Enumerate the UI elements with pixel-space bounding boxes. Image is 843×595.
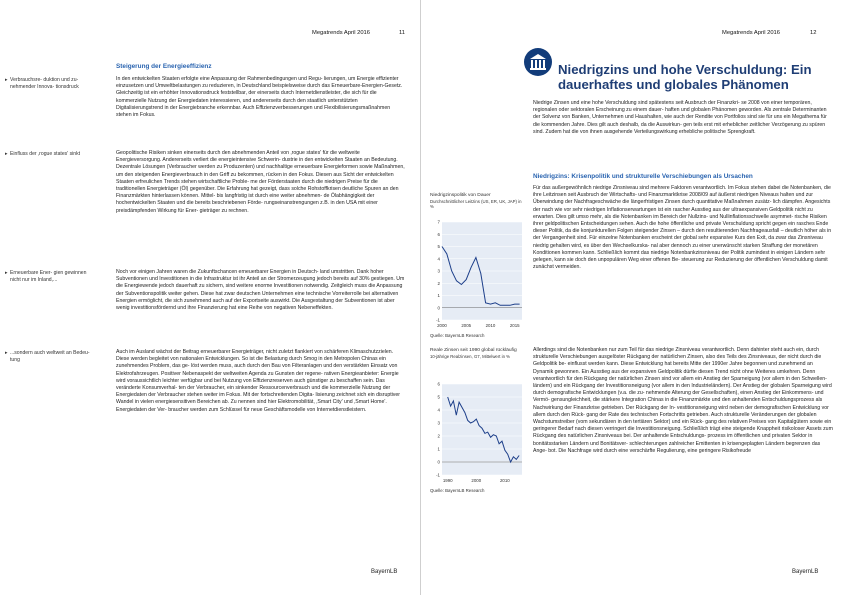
y-tick-label: 0 [437,305,440,311]
y-tick-label: 3 [437,268,440,274]
chart-source: Quelle: BayernLB Research [430,488,485,493]
page-header-title: Megatrends April 2016 [722,30,781,36]
y-tick-label: 4 [437,407,440,413]
section-heading: Niedrigzins: Krisenpolitik und strukturelle Verschiebungen als Ursachen [533,173,753,180]
y-tick-label: 6 [437,231,440,237]
paragraph: In den entwickelten Staaten erfolgte eine Anpassung der Rahmenbedingungen und Regu- lierungen, um Energie effizienter einzusetzen und Umweltbelastungen zu reduzieren, in Deutschland beispielsweise durch das Erneuerbare-Energien-Gesetz. Gleichzeitig ist ein erhöhter Innovationsdruck feststellbar, der einerseits durch Internetdienstleister, die sich für die kommerzielle Nutzung der Energiedaten interessieren, und andererseits durch den staatlich unterstützten Digitalisierungstrend in der Energiebranche erkennbar. Auch Effizienzverbesserungen und Flexibilisierungsmaßnahmen stehen im Fokus. [116,76,403,119]
page-number: 12 [810,30,817,36]
y-tick-label: 6 [437,381,440,387]
y-tick-label: 2 [437,433,440,439]
x-tick-label: 2010 [499,478,510,483]
page-title: Niedrigzins und hohe Verschuldung: Ein dauerhaftes und globales Phänomen [558,62,812,92]
footer-brand: BayernLB [792,569,819,575]
footer-brand: BayernLB [371,569,398,575]
chart-caption: Reale Zinsen seit 1990 global rückläufig 10-jährige Realzinsen, G7, Mittelwert in % [430,348,517,359]
y-tick-label: 1 [437,293,440,298]
paragraph: Allerdings sind die Notenbanken nur zum Teil für das niedrige Zinsniveau verantwortlich. Denn dahinter steht auch ein, durch strukturelle Verschiebungen ausgelöster Rückgang der natürlichen Zinsen, also des Teils des Zinsniveaus, der nicht durch die Geldpolitik be- einflusst werden kann. Diese Entwicklung hat bereits Mitte der 1990er Jahre begonnen und zunehmend an Dynamik gewonnen. Ein Ausstieg aus der expansiven Geldpolitik dürfte diesen Trend nicht ohne Weiteres umkehren. Denn verantwortlich für den Rückgang der natürlichen Zinsen sind vor allem ein Anstieg der Sparneigung (vor allem in den Schwellen- ländern) und ein Rückgang der Investitionsneigung (vor allem in den Industrieländern). Der Anstieg der globalen Sparneigung wird durch demografische Entwicklungen (v.a. die zu- nehmende Alterung der Gesellschaften), einen Anstieg der Einkommens- und Vermö- gensungleichheit, die stärkere Integration Chinas in die Finanzmärkte und den anhaltenden Entschuldungsprozess als Nachwirkung der Finanzkrise getrieben. Der Rückgang der In- vestitionsneigung wird neben der demografischen Entwicklung vor allem durch den Rück- gang der Rate des technischen Fortschritts getrieben. Auch strukturelle Veränderungen der globalen Wachstumstreiber (vom sekundären in den tertiären Sektor) und ein Rück- gang des relativen Preises von Kapitalgütern sowie ein geringerer Bedarf nach diesen verringert die Investitionsneigung. Schließlich trägt eine steigende Knappheit risikoloser Assets zum Rückgang des natürlichen Zinsniveaus bei. Der anhaltende Entschuldungs- prozess im öffentlichen und privaten Sektor in bonitätsstarken Ländern und Bonitätsver- schlechterungen zahlreicher Emittenten in krisengeplagten Ländern begrenzen das Ange- bot. Die Nachfrage wird durch eine verschärfte Regulierung, eine geringere Risikofreude [533,347,833,454]
sidenote: ▸ Verbrauchsre- duktion und zu- nehmender Innova- tionsdruck [5,77,79,90]
paragraph: Noch vor einigen Jahren waren die Zukunftschancen erneuerbarer Energien in Deutsch- land umstritten. Dank hoher Subventionen und Investitionen in die Infrastruktur ist ihr Anteil an der Stromerzeugung jedoch bereits auf 30% gestiegen. Um die Energiewende jedoch dauerhaft zu sichern, sind weitere enorme Investitionen notwendig. Zeitgleich muss die Anpassung der Subventionspolitik weiter gehen. Diese hat zwar deutschen Unternehmen eine technische Vorreiterrolle bei alternativen Energien ermöglicht, die sich zunehmend auch auf der Exportseite auswirkt. Die Ausgestaltung der Subventionen ist aber wenig investitionsfördernd und ihre Finanzierung hat eine Reihe von negativen Nebeneffekten. [116,269,405,312]
x-tick-label: 2010 [485,323,496,328]
y-tick-label: 3 [437,420,440,426]
y-tick-label: 5 [437,244,440,249]
y-tick-label: -1 [436,317,440,323]
chart-caption: Niedrigzinspolitik von Dauer Durchschnittlicher Leitzins (US, ER, UK, JAP) in % [430,193,522,209]
y-tick-label: 1 [437,446,440,452]
y-tick-label: 7 [437,219,440,225]
y-tick-label: -1 [436,472,440,478]
right-page [421,0,843,595]
paragraph: Für das außergewöhnlich niedrige Zinsniveau sind mehrere Faktoren verantwortlich. Im Fokus stehen dabei die Notenbanken, die ihre Leitzinsen seit Ausbruch der Wirtschafts- und Finanzmarktkrise 2008/09 auf äußerst niedrigen Niveaus halten und zur Überwindung der Nachfrageschwäche die längerfristigen Zinsen durch quantitative Maßnahmen zusätz- lich dämpfen. Angesichts der nach wie vor sehr niedrigen Inflationserwartungen ist ein rascher Ausstieg aus der ultraexpansiven Geldpolitik nicht zu erwarten. Dies gilt umso mehr, als die Notenbanken im Bereich der Nullzins- und Nullinflationsschwelle asymmet- rische Risiken ihrer geldpolitischen Entscheidungen sehen. Auch die hohe öffentliche und private Verschuldung spricht gegen ein rasches Ende dieser Politik, da die konjunkturellen Folgen steigender Zinsen – durch den resultierenden Nachfrageausfall – deutlich höher als in der Vergangenheit sind. Für einzelne Notenbanken erscheint der global sehr expansive Kurs den Exit, da zwar das Zinsniveau niedrig gehalten wird, es über den Wechselkurska- nal aber dennoch zu einer unerwünscht starken Straffung der monetären Konditionen kommen kann. Schließlich kommt das niedrige Notenbankzinsniveau der Politik zumindest in einigen Ländern sehr gelegen, kann sie doch den unpopulären Weg einer offenen Be- steuerung zur Reduzierung der öffentlichen Verschuldung damit zunächst vermeiden. [533,185,832,271]
sidenote: ▸ Erneuerbare Ener- gien gewinnen nicht nur im Inland,... [5,270,87,283]
sidenote: ▸ ...sondern auch weltweit an Bedeu- tung [5,350,90,363]
x-tick-label: 2000 [471,478,482,483]
left-page [0,0,421,595]
policy-rate-chart [428,218,526,330]
x-tick-label: 2000 [437,323,447,328]
intro-paragraph: Niedrige Zinsen und eine hohe Verschuldung sind spätestens seit Ausbruch der Finanzkri- se 2008 von einer temporären, regionalen oder sektoralen Erscheinung zu einem dauer- haften und globalen Phänomen geworden. Als zentrale Determinanten der Solvenz von Banken, Unternehmen und Haushalten, wie auch der Rendite von Portfolios sind sie für uns ein Megathema für die kommenden Jahre. Dies gilt auch deshalb, da die Auswirkun- gen teils erst mit erheblicher zeitlicher Verzögerung zu spüren sind. Zudem hat die von ihnen ausgehende Verteilungswirkung erhebliche politische Sprengkraft. [533,100,827,135]
paragraph: Geopolitische Risiken sinken einerseits durch den abnehmenden Anteil von ‚rogue states' für die weltweite Energieversorgung. Andererseits verliert die energieintensive Schwerin- dustrie in den entwickelten Staaten an Bedeutung. Dezentrale Lösungen (Verbraucher werden zu Produzenten) und nachhaltige erneuerbare Energieformen sowie Maßnahmen, um den steigenden Energieverbrauch in den Griff zu bekommen, rücken in den Fokus. Diesen aus Sicht der entwickelten Staaten erfreulichen Trends stehen wirtschaftliche Proble- me der Förderstaaten durch die niedrigen Preise für die traditionellen Energieträger (Öl) gegenüber. Die Erfahrung hat gezeigt, dass solche Rohstoffkrisen deutliche Spuren an den Finanzmärkten hinterlassen können. Mittel- bis langfristig ist durch eine weiter abnehmen- de Ölabhängigkeit der hochentwickelten Staaten und die bereits beschriebenen Förde- rungseinanstrengungen z.B. in den USA mit einer preisdämpfenden Wirkung für Ener- gieträger zu rechnen. [116,150,405,214]
sidenote: ▸ Einfluss der ‚rogue states' sinkt [5,151,81,157]
y-tick-label: 2 [437,280,440,286]
section-heading: Steigerung der Energieeffizienz [116,63,212,70]
building-logo-icon [524,48,552,76]
page-number: 11 [399,30,406,36]
real-rates-chart [428,380,526,485]
x-tick-label: 1990 [442,478,453,483]
page-header-title: Megatrends April 2016 [312,30,371,36]
y-tick-label: 0 [437,459,440,465]
x-tick-label: 2005 [461,323,472,328]
x-tick-label: 2015 [509,323,520,328]
y-tick-label: 4 [437,256,440,262]
y-tick-label: 5 [437,394,440,400]
paragraph: Auch im Ausland wächst der Beitrag erneuerbarer Energieträger, nicht zuletzt flankiert von schärferen Klimaschutzzielen. Diese werden begleitet von nationalen Entwicklungen. So ist die Belastung durch Smog in den Metropolen Chinas ein zunehmendes Problem, das ge- löst werden muss, auch durch den Bau von Filteranlagen und den verstärkten Einsatz von Elektrofahrzeugen. Positiver Nebenaspekt der weltweiten Agenda zu Gunsten der regene- rativen Energieanbieter: Energie wird voraussichtlich leichter verfügbar und bei Nutzung von Effizienzreserven auch günstiger zu beschaffen sein. Das veränderte Konsumverhal- ten der Verbraucher, ein sinkender Ressourcenverbrauch und die kommerzielle Nutzung der Energiedaten der Verbraucher stehen weiter im Fokus. Mit der fortschreitenden Digita- lisierung zeichnet sich ein disruptiver Wandel in vielen energiesensitiven Bereichen ab. Zu nennen sind hier Elektromobilität, ‚Smart City' und ‚Smart Home'. Energiedaten der Ver- braucher werden zum Schlüssel für neue Geschäftsmodelle von Internetdienstleistern. [116,349,401,413]
chart-source: Quelle: BayernLB Research [430,333,485,338]
